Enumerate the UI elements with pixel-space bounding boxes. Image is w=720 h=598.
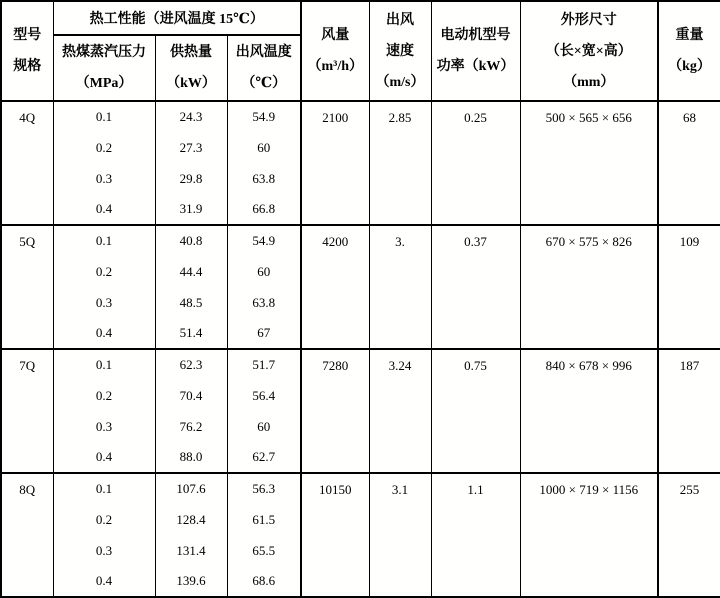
power-cell: 0.37 (431, 225, 520, 349)
header-line: 功率（kW） (436, 59, 515, 74)
pressure-cell: 0.3 (53, 163, 155, 194)
header-line: 外形尺寸 (560, 12, 617, 28)
header-line: 供热量 (170, 45, 212, 60)
dimensions-cell: 500 × 565 × 656 (520, 101, 658, 225)
heat-cell: 139.6 (155, 566, 227, 597)
speed-cell: 3.1 (369, 473, 431, 597)
weight-cell: 109 (658, 225, 720, 349)
heat-cell: 51.4 (155, 318, 227, 349)
header-line: 电动机型号 (440, 28, 511, 43)
temp-cell: 63.8 (227, 287, 301, 318)
header-outlet-speed (369, 1, 431, 101)
temp-cell: 68.6 (227, 566, 301, 597)
pressure-cell: 0.2 (53, 504, 155, 535)
header-line: （m/s） (375, 74, 425, 90)
heat-cell: 128.4 (155, 504, 227, 535)
header-line: 重量 (675, 28, 704, 43)
dimensions-cell: 1000 × 719 × 1156 (520, 473, 658, 597)
weight-cell: 255 (658, 473, 720, 597)
header-line: （m³/h） (307, 59, 364, 74)
heat-cell: 24.3 (155, 101, 227, 132)
temp-cell: 54.9 (227, 101, 301, 132)
heat-cell: 40.8 (155, 225, 227, 256)
header-line: 速度 (386, 43, 414, 59)
pressure-cell: 0.2 (53, 256, 155, 287)
pressure-cell: 0.1 (53, 349, 155, 380)
heat-cell: 131.4 (155, 535, 227, 566)
header-thermal-performance: 热工性能（进风温度 15℃） (53, 1, 301, 35)
pressure-cell: 0.4 (53, 442, 155, 473)
temp-cell: 67 (227, 318, 301, 349)
heat-cell: 48.5 (155, 287, 227, 318)
header-motor-power (431, 1, 520, 101)
heat-cell: 27.3 (155, 132, 227, 163)
temp-cell: 54.9 (227, 225, 301, 256)
speed-cell: 2.85 (369, 101, 431, 225)
header-weight (658, 1, 720, 101)
header-line: 规格 (13, 59, 42, 74)
pressure-cell: 0.2 (53, 132, 155, 163)
heat-cell: 62.3 (155, 349, 227, 380)
weight-cell: 68 (658, 101, 720, 225)
header-line: 出风温度 (235, 45, 292, 60)
speed-cell: 3. (369, 225, 431, 349)
header-outlet-temp (227, 35, 301, 101)
temp-cell: 60 (227, 411, 301, 442)
header-line: （℃） (241, 76, 287, 91)
pressure-cell: 0.3 (53, 411, 155, 442)
temp-cell: 60 (227, 132, 301, 163)
power-cell: 0.75 (431, 349, 520, 473)
pressure-cell: 0.2 (53, 380, 155, 411)
pressure-cell: 0.4 (53, 566, 155, 597)
model-cell: 4Q (1, 101, 53, 225)
header-line: 风量 (321, 28, 350, 43)
pressure-cell: 0.3 (53, 535, 155, 566)
temp-cell: 65.5 (227, 535, 301, 566)
temp-cell: 63.8 (227, 163, 301, 194)
header-model-spec (1, 1, 53, 101)
heat-cell: 107.6 (155, 473, 227, 504)
model-cell: 5Q (1, 225, 53, 349)
airflow-cell: 2100 (301, 101, 369, 225)
heat-cell: 31.9 (155, 194, 227, 225)
temp-cell: 51.7 (227, 349, 301, 380)
airflow-cell: 4200 (301, 225, 369, 349)
header-dimensions (520, 1, 658, 101)
heat-cell: 70.4 (155, 380, 227, 411)
pressure-cell: 0.4 (53, 318, 155, 349)
header-line: （kW） (166, 76, 216, 91)
airflow-cell: 10150 (301, 473, 369, 597)
header-line: （mm） (563, 74, 615, 90)
temp-cell: 56.3 (227, 473, 301, 504)
heat-cell: 76.2 (155, 411, 227, 442)
header-line: （kg） (668, 59, 711, 74)
heat-cell: 88.0 (155, 442, 227, 473)
dimensions-cell: 670 × 575 × 826 (520, 225, 658, 349)
pressure-cell: 0.1 (53, 101, 155, 132)
pressure-cell: 0.1 (53, 225, 155, 256)
header-line: （MPa） (75, 76, 133, 91)
power-cell: 0.25 (431, 101, 520, 225)
header-line: 型号 (13, 28, 42, 43)
weight-cell: 187 (658, 349, 720, 473)
temp-cell: 62.7 (227, 442, 301, 473)
airflow-cell: 7280 (301, 349, 369, 473)
header-line: （长×宽×高） (545, 43, 632, 59)
header-line: 出风 (386, 12, 414, 28)
temp-cell: 56.4 (227, 380, 301, 411)
header-line: 热煤蒸汽压力 (62, 45, 146, 60)
heat-cell: 29.8 (155, 163, 227, 194)
header-heat-output (155, 35, 227, 101)
header-air-volume (301, 1, 369, 101)
temp-cell: 66.8 (227, 194, 301, 225)
power-cell: 1.1 (431, 473, 520, 597)
dimensions-cell: 840 × 678 × 996 (520, 349, 658, 473)
header-steam-pressure (53, 35, 155, 101)
model-cell: 8Q (1, 473, 53, 597)
temp-cell: 61.5 (227, 504, 301, 535)
temp-cell: 60 (227, 256, 301, 287)
heat-cell: 44.4 (155, 256, 227, 287)
speed-cell: 3.24 (369, 349, 431, 473)
pressure-cell: 0.4 (53, 194, 155, 225)
pressure-cell: 0.3 (53, 287, 155, 318)
pressure-cell: 0.1 (53, 473, 155, 504)
model-cell: 7Q (1, 349, 53, 473)
